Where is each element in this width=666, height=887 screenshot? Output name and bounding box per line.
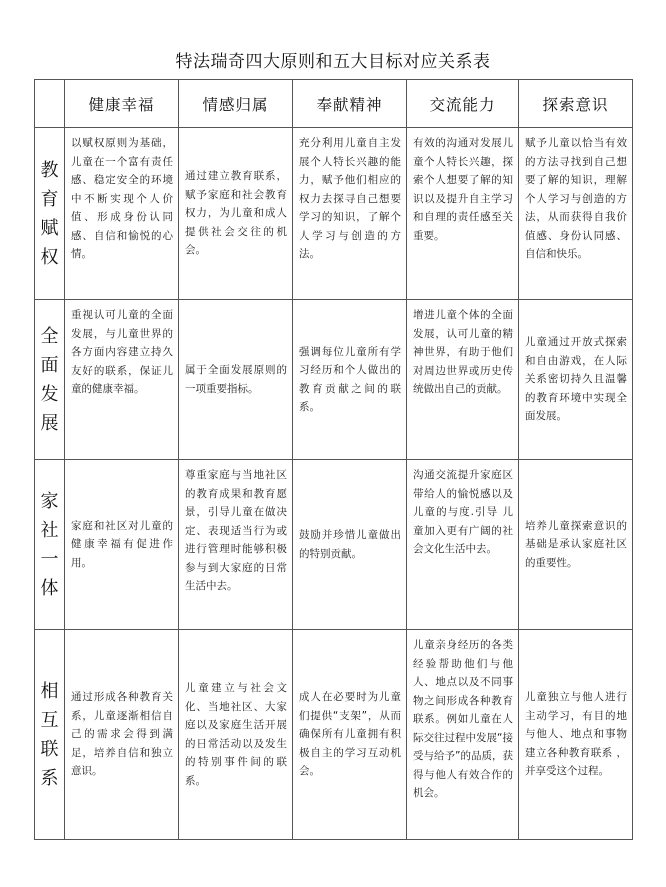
table-cell: 成人在必要时为儿童们提供“支架”，从而确保所有儿童拥有积极自主的学习互动机会。 [293, 630, 407, 840]
table-cell: 沟通交流提升家庭区带给人的愉悦感以及儿童的与度.引导 儿童加入更有广阔的社会文化生活中去。 [407, 460, 519, 630]
column-header: 情感归属 [179, 80, 293, 128]
table-cell: 有效的沟通对发展儿童个人特长兴趣，探索个人想要了解的知识以及提升自主学习和自理的责任感至关重要。 [407, 128, 519, 300]
row-header [35, 300, 65, 460]
table-cell: 充分利用儿童自主发展个人特长兴趣的能力，赋予他们相应的权力去探寻自己想要学习的知识，了解个人学习与创造的方法。 [293, 128, 407, 300]
row-header-label: 家社一体 [40, 490, 59, 599]
table-cell: 重视认可儿童的全面发展，与儿童世界的各方面内容建立持久友好的联系，保证儿童的健康幸福。 [65, 300, 179, 460]
table-row [35, 460, 633, 630]
table-cell: 儿童建立与社会文化、当地社区、大家庭以及家庭生活开展的日常活动以及发生的特别事件间的联系。 [179, 630, 293, 840]
row-header [35, 128, 65, 300]
table-cell: 增进儿童个体的全面发展，认可儿童的精神世界，有助于他们对周边世界或历史传统做出自己的贡献。 [407, 300, 519, 460]
column-header: 探索意识 [519, 80, 633, 128]
table-corner-cell [35, 80, 65, 128]
table-row [35, 128, 633, 300]
table-cell: 属于全面发展原则的一项重要指标。 [179, 300, 293, 460]
table-cell: 尊重家庭与当地社区的教育成果和教育愿景，引导儿童在做决定、表现适当行为或进行管理时能够积极参与到大家庭的日常生活中去。 [179, 460, 293, 630]
row-header-label: 全面发展 [40, 325, 59, 434]
row-header-label: 教育赋权 [40, 159, 59, 268]
row-header-label: 相互联系 [40, 680, 59, 789]
table-cell: 儿童亲身经历的各类经验帮助他们与他人、地点以及不同事物之间形成各种教育联系。例如儿童在人际交往过程中发展“接受与给予”的品质，获得与他人有效合作的机会。 [407, 630, 519, 840]
table-cell: 通过建立教育联系，赋予家庭和社会教育权力，为儿童和成人提供社会交往的机会。 [179, 128, 293, 300]
row-header [35, 460, 65, 630]
table-cell: 鼓励并珍惜儿童做出的特别贡献。 [293, 460, 407, 630]
column-header: 奉献精神 [293, 80, 407, 128]
table-cell: 儿童独立与他人进行主动学习，有目的地与他人、地点和事物建立各种教育联系 ，并享受这个过程。 [519, 630, 633, 840]
table-cell: 赋予儿童以恰当有效的方法寻找到自己想要了解的知识，理解个人学习与创造的方法，从而获得自我价值感、身份认同感、自信和快乐。 [519, 128, 633, 300]
row-header [35, 630, 65, 840]
table-row [35, 300, 633, 460]
table-cell: 以赋权原则为基础，儿童在一个富有责任感、稳定安全的环境中不断实现个人价值、形成身份认同感、自信和愉悦的心情。 [65, 128, 179, 300]
column-header: 交流能力 [407, 80, 519, 128]
table-cell: 培养儿童探索意识的基础是承认家庭社区的重要性。 [519, 460, 633, 630]
principles-goals-table [34, 79, 633, 840]
table-cell: 家庭和社区对儿童的健康幸福有促进作用。 [65, 460, 179, 630]
column-header: 健康幸福 [65, 80, 179, 128]
table-row [35, 630, 633, 840]
page-title: 特法瑞奇四大原则和五大目标对应关系表 [175, 52, 491, 72]
table-cell: 通过形成各种教育关系，儿童逐渐相信自己的需求会得到满足，培养自信和独立意识。 [65, 630, 179, 840]
table-cell: 儿童通过开放式探索和自由游戏，在人际关系密切持久且温馨的教育环境中实现全面发展。 [519, 300, 633, 460]
table-cell: 强调每位儿童所有学习经历和个人做出的教育贡献之间的联系。 [293, 300, 407, 460]
table-header-row [35, 80, 633, 128]
